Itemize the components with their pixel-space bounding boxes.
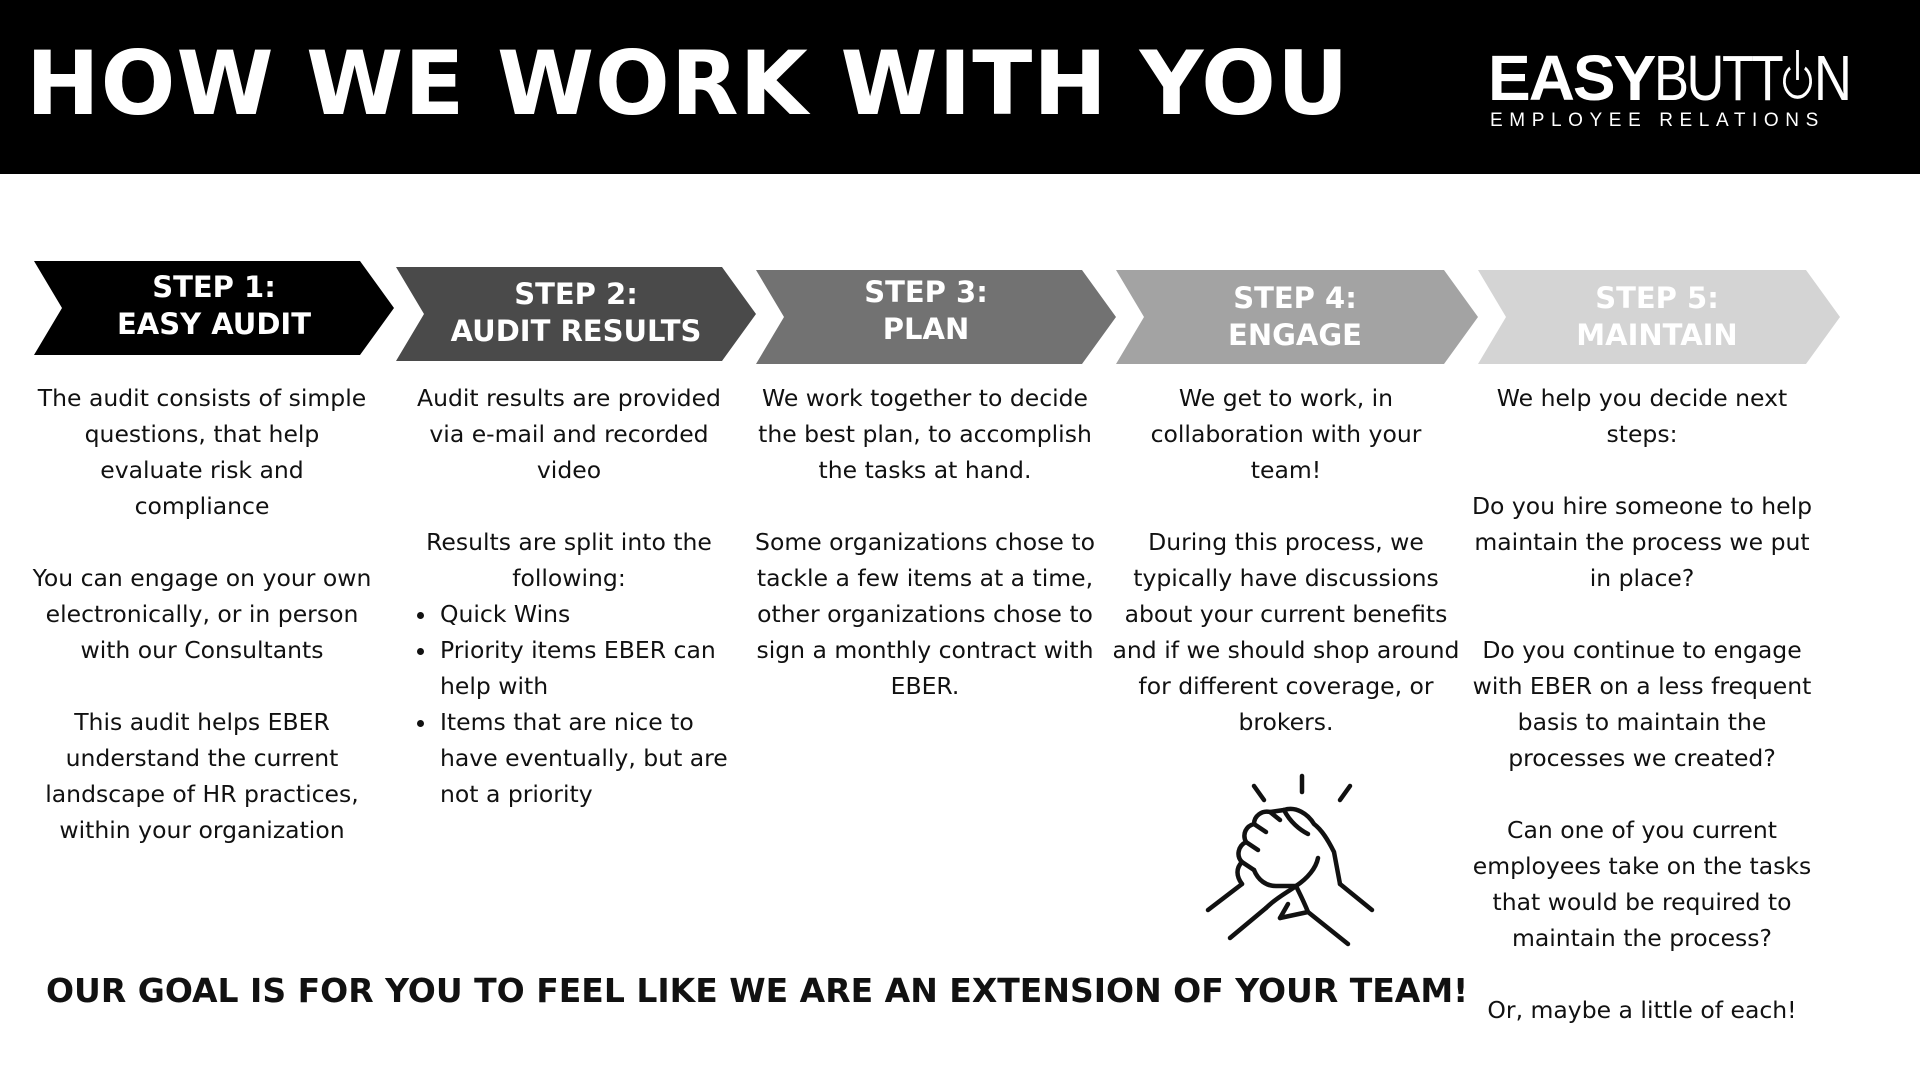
step-1-number: STEP 1: — [152, 270, 276, 304]
step-1-paragraph: You can engage on your own electronically, or in person with our Consultants — [32, 564, 372, 664]
step-5-description — [1468, 380, 1816, 1028]
logo-subtitle: EMPLOYEE RELATIONS — [1490, 110, 1825, 131]
step-2-paragraph: Results are split into the following: — [426, 528, 712, 592]
logo-word-button — [1654, 42, 1850, 114]
step-5-paragraph: Do you continue to engage with EBER on a less frequent basis to maintain the processes we created? — [1472, 636, 1812, 772]
step-5-chevron — [1478, 270, 1840, 364]
step-1-description — [30, 380, 374, 848]
step-4-paragraph: We get to work, in collaboration with your team! — [1150, 384, 1422, 484]
step-2-number: STEP 2: — [514, 277, 638, 311]
step-2-paragraph: Audit results are provided via e-mail and recorded video — [417, 384, 721, 484]
step-5-label — [1476, 280, 1838, 354]
logo-wordmark — [1488, 42, 1893, 114]
step-5-paragraph: Do you hire someone to help maintain the process we put in place? — [1471, 492, 1813, 592]
step-2-label — [396, 276, 756, 350]
step-4-title: ENGAGE — [1228, 318, 1362, 352]
easy-button-logo — [1488, 42, 1850, 136]
step-4-number: STEP 4: — [1233, 281, 1357, 315]
step-4-label — [1114, 280, 1476, 354]
step-5-number: STEP 5: — [1595, 281, 1719, 315]
step-2-description — [396, 380, 742, 812]
step-4-description — [1112, 380, 1460, 740]
handshake-icon — [1196, 768, 1380, 956]
step-4-chevron — [1116, 270, 1478, 364]
step-2-chevron — [396, 267, 756, 361]
logo-word-easy: EASY — [1488, 42, 1655, 114]
step-3-description — [752, 380, 1098, 704]
step-1-label — [34, 269, 394, 343]
step-2-title: AUDIT RESULTS — [450, 314, 702, 348]
step-2-bullet-list — [396, 596, 742, 812]
step-1-paragraph: The audit consists of simple questions, that help evaluate risk and compliance — [37, 384, 367, 520]
step-3-chevron — [756, 270, 1116, 364]
step-3-label — [746, 274, 1106, 348]
step-3-paragraph: Some organizations chose to tackle a few items at a time, other organizations chose to sign a monthly contract with EBER. — [755, 528, 1095, 700]
step-1-title: EASY AUDIT — [117, 307, 311, 341]
step-3-title: PLAN — [882, 312, 970, 346]
list-item: • Items that are nice to have eventually, but are not a priority — [438, 704, 742, 812]
page-title: HOW WE WORK WITH YOU — [26, 32, 1350, 135]
step-4-paragraph: During this process, we typically have discussions about your current benefits and if we should shop around for different coverage, or brokers. — [1112, 528, 1460, 736]
step-1-paragraph: This audit helps EBER understand the current landscape of HR practices, within your organization — [45, 708, 359, 844]
logo-word-butt: BUTT — [1654, 42, 1782, 114]
header-bar — [0, 0, 1920, 174]
step-1-chevron — [34, 261, 394, 355]
power-icon — [1781, 46, 1814, 110]
step-3-paragraph: We work together to decide the best plan, to accomplish the tasks at hand. — [758, 384, 1092, 484]
logo-word-n: N — [1814, 42, 1850, 114]
step-3-number: STEP 3: — [864, 275, 988, 309]
step-5-title: MAINTAIN — [1576, 318, 1738, 352]
list-item: • Quick Wins — [438, 596, 742, 632]
step-5-paragraph: Can one of you current employees take on the tasks that would be required to maintain the process? — [1472, 816, 1812, 952]
goal-statement: OUR GOAL IS FOR YOU TO FEEL LIKE WE ARE AN EXTENSION OF YOUR TEAM! — [46, 971, 1469, 1010]
step-5-paragraph: Or, maybe a little of each! — [1487, 996, 1797, 1024]
list-item: • Priority items EBER can help with — [438, 632, 742, 704]
step-5-paragraph: We help you decide next steps: — [1496, 384, 1788, 448]
